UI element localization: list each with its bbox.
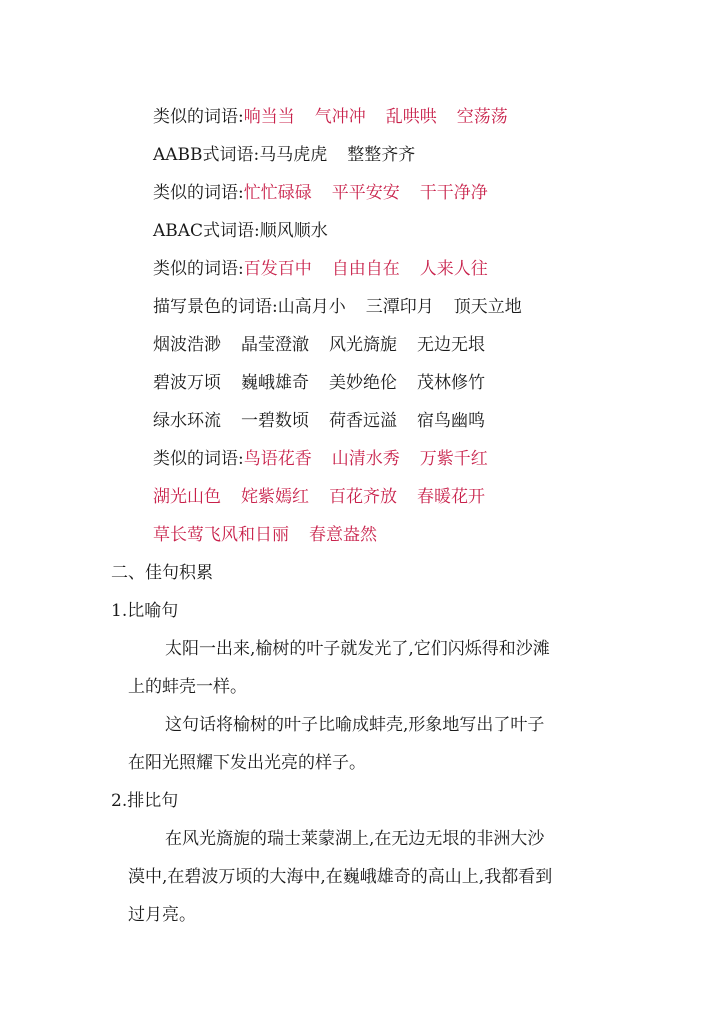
- similar-term: 乱哄哄: [385, 107, 437, 127]
- scenery-term: 一碧数顷: [241, 411, 309, 431]
- similar-term: 自由自在: [331, 259, 400, 279]
- aabb-example: 整整齐齐: [347, 145, 416, 165]
- similar-term: 人来人往: [419, 259, 488, 279]
- similar-term: 万紫千红: [419, 449, 488, 469]
- subsection-heading: 1.比喻句: [111, 601, 179, 621]
- similar-term: 春暖花开: [417, 487, 485, 507]
- aabb-example: 马马虎虎: [259, 145, 328, 165]
- scenery-term: 茂林修竹: [417, 373, 485, 393]
- paragraph-line: 太阳一出来,榆树的叶子就发光了,它们闪烁得和沙滩: [165, 639, 550, 659]
- vocab-row-10: [153, 448, 488, 470]
- similar-term: 响当当: [243, 107, 295, 127]
- scenery-term: 巍峨雄奇: [241, 373, 309, 393]
- scenery-term: 山高月小: [277, 297, 346, 317]
- scenery-term: 绿水环流: [153, 411, 221, 431]
- similar-term: 百花齐放: [329, 487, 397, 507]
- vocab-row-scenery-3: [153, 372, 485, 394]
- scenery-term: 烟波浩渺: [153, 335, 221, 355]
- vocab-row-12: [153, 524, 377, 546]
- similar-label: 类似的词语:: [153, 259, 244, 279]
- vocab-row-1: [153, 106, 508, 128]
- scenery-term: 无边无垠: [417, 335, 485, 355]
- similar-term: 百发百中: [243, 259, 312, 279]
- vocab-row-scenery-4: [153, 410, 485, 432]
- abac-example: 顺风顺水: [259, 221, 328, 241]
- scenery-term: 宿鸟幽鸣: [417, 411, 485, 431]
- similar-term: 干干净净: [419, 183, 488, 203]
- scenery-term: 顶天立地: [453, 297, 522, 317]
- similar-term: 山清水秀: [331, 449, 400, 469]
- scenery-term: 风光旖旎: [329, 335, 397, 355]
- similar-term: 忙忙碌碌: [243, 183, 312, 203]
- similar-label: 类似的词语:: [153, 449, 244, 469]
- vocab-row-scenery-2: [153, 334, 485, 356]
- similar-term: 平平安安: [331, 183, 400, 203]
- similar-term: 气冲冲: [314, 107, 366, 127]
- paragraph-line: 漠中,在碧波万顷的大海中,在巍峨雄奇的高山上,我都看到: [128, 867, 553, 887]
- vocab-row-aabb: [153, 144, 415, 166]
- vocab-row-11: [153, 486, 485, 508]
- scenery-term: 荷香远溢: [329, 411, 397, 431]
- scenery-term: 三潭印月: [365, 297, 434, 317]
- paragraph-line: 在阳光照耀下发出光亮的样子。: [128, 753, 366, 773]
- similar-label: 类似的词语:: [153, 183, 244, 203]
- scenery-term: 晶莹澄澈: [241, 335, 309, 355]
- abac-label: ABAC式词语:: [153, 221, 260, 241]
- paragraph-line: 上的蚌壳一样。: [128, 677, 247, 697]
- scenery-term: 碧波万顷: [153, 373, 221, 393]
- similar-term: 湖光山色: [153, 487, 221, 507]
- similar-term: 空荡荡: [456, 107, 508, 127]
- section-heading: 二、佳句积累: [111, 563, 213, 583]
- paragraph-line: 过月亮。: [128, 905, 196, 925]
- aabb-label: AABB式词语:: [153, 145, 260, 165]
- similar-term: 姹紫嫣红: [241, 487, 309, 507]
- similar-term: 春意盎然: [309, 525, 377, 545]
- vocab-row-3: [153, 182, 488, 204]
- paragraph-line: 这句话将榆树的叶子比喻成蚌壳,形象地写出了叶子: [165, 715, 545, 735]
- paragraph-line: 在风光旖旎的瑞士莱蒙湖上,在无边无垠的非洲大沙: [165, 829, 545, 849]
- vocab-row-scenery-1: [153, 296, 522, 318]
- similar-term: 草长莺飞风和日丽: [153, 525, 289, 545]
- vocab-row-5: [153, 258, 488, 280]
- subsection-heading: 2.排比句: [111, 791, 179, 811]
- similar-term: 鸟语花香: [243, 449, 312, 469]
- vocab-row-abac: [153, 220, 328, 242]
- scenery-term: 美妙绝伦: [329, 373, 397, 393]
- similar-label: 类似的词语:: [153, 107, 244, 127]
- scenery-label: 描写景色的词语:: [153, 297, 278, 317]
